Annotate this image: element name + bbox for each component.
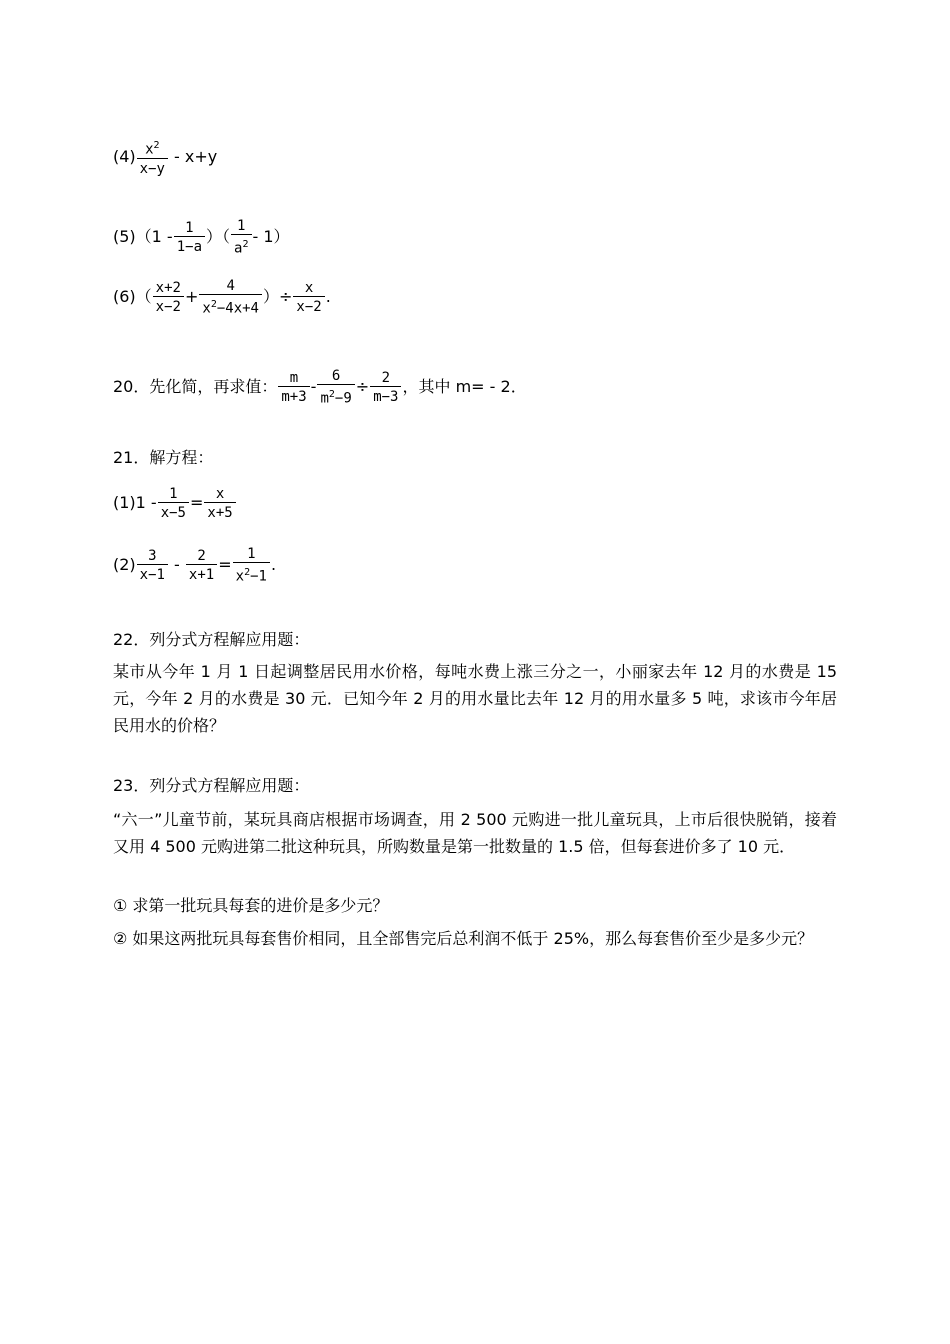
question-lead: 20．先化简，再求值： <box>113 376 278 396</box>
question-tail: ，其中 m= - 2． <box>402 376 527 396</box>
label: (4) <box>113 146 136 166</box>
label: (2) <box>113 554 136 574</box>
fraction: $\frac{x}{x+5}$ <box>204 486 235 521</box>
divide-sign: ÷ <box>355 376 370 396</box>
fraction: $\frac{1}{a^2}$ <box>231 218 251 257</box>
problem-5 <box>113 218 290 257</box>
fraction: $\frac{m}{m+3}$ <box>278 370 309 405</box>
question-20 <box>113 368 527 407</box>
equals-sign: = <box>218 554 232 574</box>
equals-sign: = <box>190 493 204 512</box>
question-22-body: 某市从今年 1 月 1 日起调整居民用水价格，每吨水费上涨三分之一，小丽家去年 12 月的水费是 15 元，今年 2 月的水费是 30 元．已知今年 2 月的用水量比去年 12 月的用水量多 5 吨，求该市今年居民用水的价格？ <box>113 662 837 735</box>
question-23-part-2: ② 如果这两批玩具每套售价相同，且全部售完后总利润不低于 25%，那么每套售价至少是多少元？ <box>113 929 814 948</box>
question-23-part-1: ① 求第一批玩具每套的进价是多少元？ <box>113 896 389 915</box>
fraction: $\frac{x^2}{x-y}$ <box>137 138 168 177</box>
fraction: $\frac{1}{1-a}$ <box>174 220 205 255</box>
expr-tail: - 1） <box>252 226 290 246</box>
fraction: $\frac{2}{m-3}$ <box>370 370 401 405</box>
fraction: $\frac{1}{x-5}$ <box>158 486 189 521</box>
fraction: $\frac{6}{m^2-9}$ <box>317 368 354 407</box>
fraction: $\frac{x}{x-2}$ <box>293 280 324 315</box>
label: (6)（ <box>113 286 152 306</box>
label: (5)（1 - <box>113 226 173 246</box>
question-23-title: 23．列分式方程解应用题： <box>113 776 310 795</box>
label: (1)1 - <box>113 493 157 512</box>
question-23-body: “六一”儿童节前，某玩具商店根据市场调查，用 2 500 元购进一批儿童玩具，上市后很快脱销，接着又用 4 500 元购进第二批这种玩具，所购数量是第一批数量的 1.5 倍，但每套进价多了 10 元． <box>113 810 837 856</box>
minus-sign: - <box>310 376 317 396</box>
fraction: $\frac{3}{x-1}$ <box>137 548 168 583</box>
fraction: $\frac{4}{x^2-4x+4}$ <box>199 278 262 317</box>
fraction: $\frac{1}{x^2-1}$ <box>233 546 270 585</box>
plus-sign: + <box>184 286 199 306</box>
equation-2 <box>113 546 276 585</box>
expr-mid: ）÷ <box>263 286 293 306</box>
question-21-title: 21．解方程： <box>113 448 214 467</box>
question-22-title: 22．列分式方程解应用题： <box>113 630 310 649</box>
problem-6 <box>113 278 331 317</box>
fraction: $\frac{x+2}{x-2}$ <box>153 280 184 315</box>
problem-4 <box>113 138 217 177</box>
fraction: $\frac{2}{x+1}$ <box>186 548 217 583</box>
period: . <box>325 286 331 306</box>
expr-mid: ）（ <box>206 226 231 246</box>
period: . <box>270 554 277 574</box>
equation-1 <box>113 486 237 521</box>
expr-tail: - x+y <box>168 146 218 166</box>
minus-sign: - <box>168 554 185 574</box>
